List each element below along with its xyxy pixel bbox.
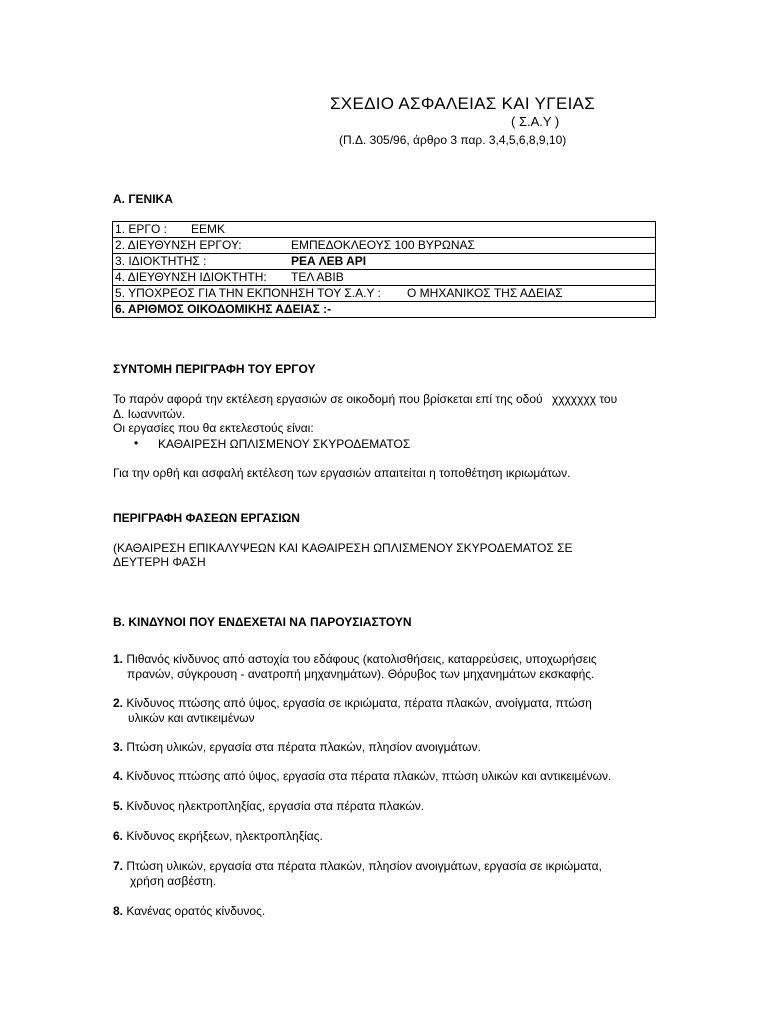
section-b-heading: Β. ΚΙΝΔΥΝΟΙ ΠΟΥ ΕΝΔΕΧΕΤΑΙ ΝΑ ΠΑΡΟΥΣΙΑΣΤΟΥΝ (113, 615, 412, 629)
risk-item-8 (113, 904, 265, 919)
bullet-dot-icon: • (134, 436, 139, 450)
risk-item-1 (113, 652, 597, 667)
risk-text: Κίνδυνος εκρήξεων, ηλεκτροπληξίας. (126, 829, 323, 843)
risk-item-1-cont: πρανών, σύγκρουση - ανατροπή μηχανημάτων). Θόρυβος των μηχανημάτων εκσκαφής. (127, 667, 595, 681)
row-label: 4. ΔΙΕΥΘΥΝΣΗ ΙΔΙΟΚΤΗΤΗ: (115, 270, 267, 284)
risk-item-6 (113, 829, 323, 844)
table-row (113, 254, 656, 270)
table-row (113, 270, 656, 286)
table-row (113, 238, 656, 254)
risk-item-3 (113, 740, 481, 755)
row-value: Ο ΜΗΧΑΝΙΚΟΣ ΤΗΣ ΑΔΕΙΑΣ (407, 286, 563, 300)
table-row (113, 222, 656, 238)
risk-item-2 (113, 696, 592, 711)
table-row (113, 286, 656, 302)
summary-line-1 (113, 392, 617, 406)
risk-text: Πτώση υλικών, εργασία στα πέρατα πλακών, πλησίον ανοιγμάτων. (126, 740, 481, 754)
summary-heading: ΣΥΝΤΟΜΗ ΠΕΡΙΓΡΑΦΗ ΤΟΥ ΕΡΓΟΥ (113, 362, 316, 376)
risk-number: 7. (113, 859, 124, 873)
bullet-item: ΚΑΘΑΙΡΕΣΗ ΩΠΛΙΣΜΕΝΟΥ ΣΚΥΡΟΔΕΜΑΤΟΣ (158, 437, 411, 451)
phases-heading: ΠΕΡΙΓΡΑΦΗ ΦΑΣΕΩΝ ΕΡΓΑΣΙΩΝ (113, 511, 300, 525)
row-value: ΕΕΜΚ (191, 222, 226, 236)
summary-line-3: Οι εργασίες που θα εκτελεστούς είναι: (113, 421, 314, 435)
risk-number: 4. (113, 769, 124, 783)
row-value: ΡΕΑ ΛΕΒ ΑΡΙ (291, 254, 367, 268)
phases-line-1: (ΚΑΘΑΙΡΕΣΗ ΕΠΙΚΑΛΥΨΕΩΝ ΚΑΙ ΚΑΘΑΙΡΕΣΗ ΩΠΛΙΣΜΕΝΟΥ ΣΚΥΡΟΔΕΜΑΤΟΣ ΣΕ (113, 541, 573, 555)
risk-number: 2. (113, 696, 124, 710)
summary-line-2: Δ. Ιωαννιτών. (113, 407, 186, 421)
row-label: 5. ΥΠΟΧΡΕΟΣ ΓΙΑ ΤΗΝ ΕΚΠΟΝΗΣΗ ΤΟΥ Σ.Α.Υ : (115, 286, 381, 300)
risk-text: Κανένας ορατός κίνδυνος. (126, 904, 266, 918)
summary-text: Το παρόν αφορά την εκτέλεση εργασιών σε οικοδομή που βρίσκεται επί της οδού (113, 392, 543, 406)
risk-text: Κίνδυνος πτώσης από ύψος, εργασία σε ικριώματα, πέρατα πλακών, ανοίγματα, πτώση (126, 696, 592, 710)
risk-text: Πτώση υλικών, εργασία στα πέρατα πλακών, πλησίον ανοιγμάτων, εργασία σε ικριώματα, (126, 859, 602, 873)
risk-number: 6. (113, 829, 124, 843)
general-info-table (112, 221, 656, 318)
risk-text: Πιθανός κίνδυνος από αστοχία του εδάφους (κατολισθήσεις, καταρρεύσεις, υποχωρήσεις (126, 652, 597, 666)
risk-text: Κίνδυνος πτώσης από ύψος, εργασία στα πέρατα πλακών, πτώση υλικών και αντικειμένων. (126, 769, 612, 783)
risk-item-5 (113, 799, 424, 814)
risk-text: Κίνδυνος ηλεκτροπληξίας, εργασία στα πέρατα πλακών. (126, 799, 425, 813)
risk-item-7-cont: χρήση ασβέστη. (130, 874, 216, 888)
risk-number: 3. (113, 740, 124, 754)
summary-line-4: Για την ορθή και ασφαλή εκτέλεση των εργασιών απαιτείται η τοποθέτηση ικριωμάτων. (113, 466, 571, 480)
risk-item-2-cont: υλικών και αντικειμένων (128, 711, 255, 725)
risk-number: 8. (113, 904, 124, 918)
document-abbreviation: ( Σ.Α.Υ ) (511, 114, 560, 129)
document-title: ΣΧΕΔΙΟ ΑΣΦΑΛΕΙΑΣ ΚΑΙ ΥΓΕΙΑΣ (330, 94, 596, 113)
summary-text-end: του (599, 392, 618, 406)
row-value: ΕΜΠΕΔΟΚΛΕΟΥΣ 100 ΒΥΡΩΝΑΣ (291, 238, 475, 252)
law-reference: (Π.Δ. 305/96, άρθρο 3 παρ. 3,4,5,6,8,9,10) (339, 133, 567, 147)
phases-line-2: ΔΕΥΤΕΡΗ ΦΑΣΗ (113, 555, 206, 569)
row-label: 1. ΕΡΓΟ : (115, 222, 167, 236)
row-label: 6. ΑΡΙΘΜΟΣ ΟΙΚΟΔΟΜΙΚΗΣ ΑΔΕΙΑΣ :- (115, 302, 332, 316)
row-label: 2. ΔΙΕΥΘΥΝΣΗ ΕΡΓΟΥ: (115, 238, 242, 252)
risk-item-7 (113, 859, 602, 874)
risk-item-4 (113, 769, 611, 784)
row-value: ΤΕΛ ΑΒΙΒ (291, 270, 344, 284)
risk-number: 1. (113, 652, 124, 666)
risk-number: 5. (113, 799, 124, 813)
table-row (113, 302, 656, 318)
row-label: 3. ΙΔΙΟΚΤΗΤΗΣ : (115, 254, 207, 268)
street-name: χχχχχχχ (551, 392, 596, 406)
section-a-heading: Α. ΓΕΝΙΚΑ (113, 192, 173, 206)
